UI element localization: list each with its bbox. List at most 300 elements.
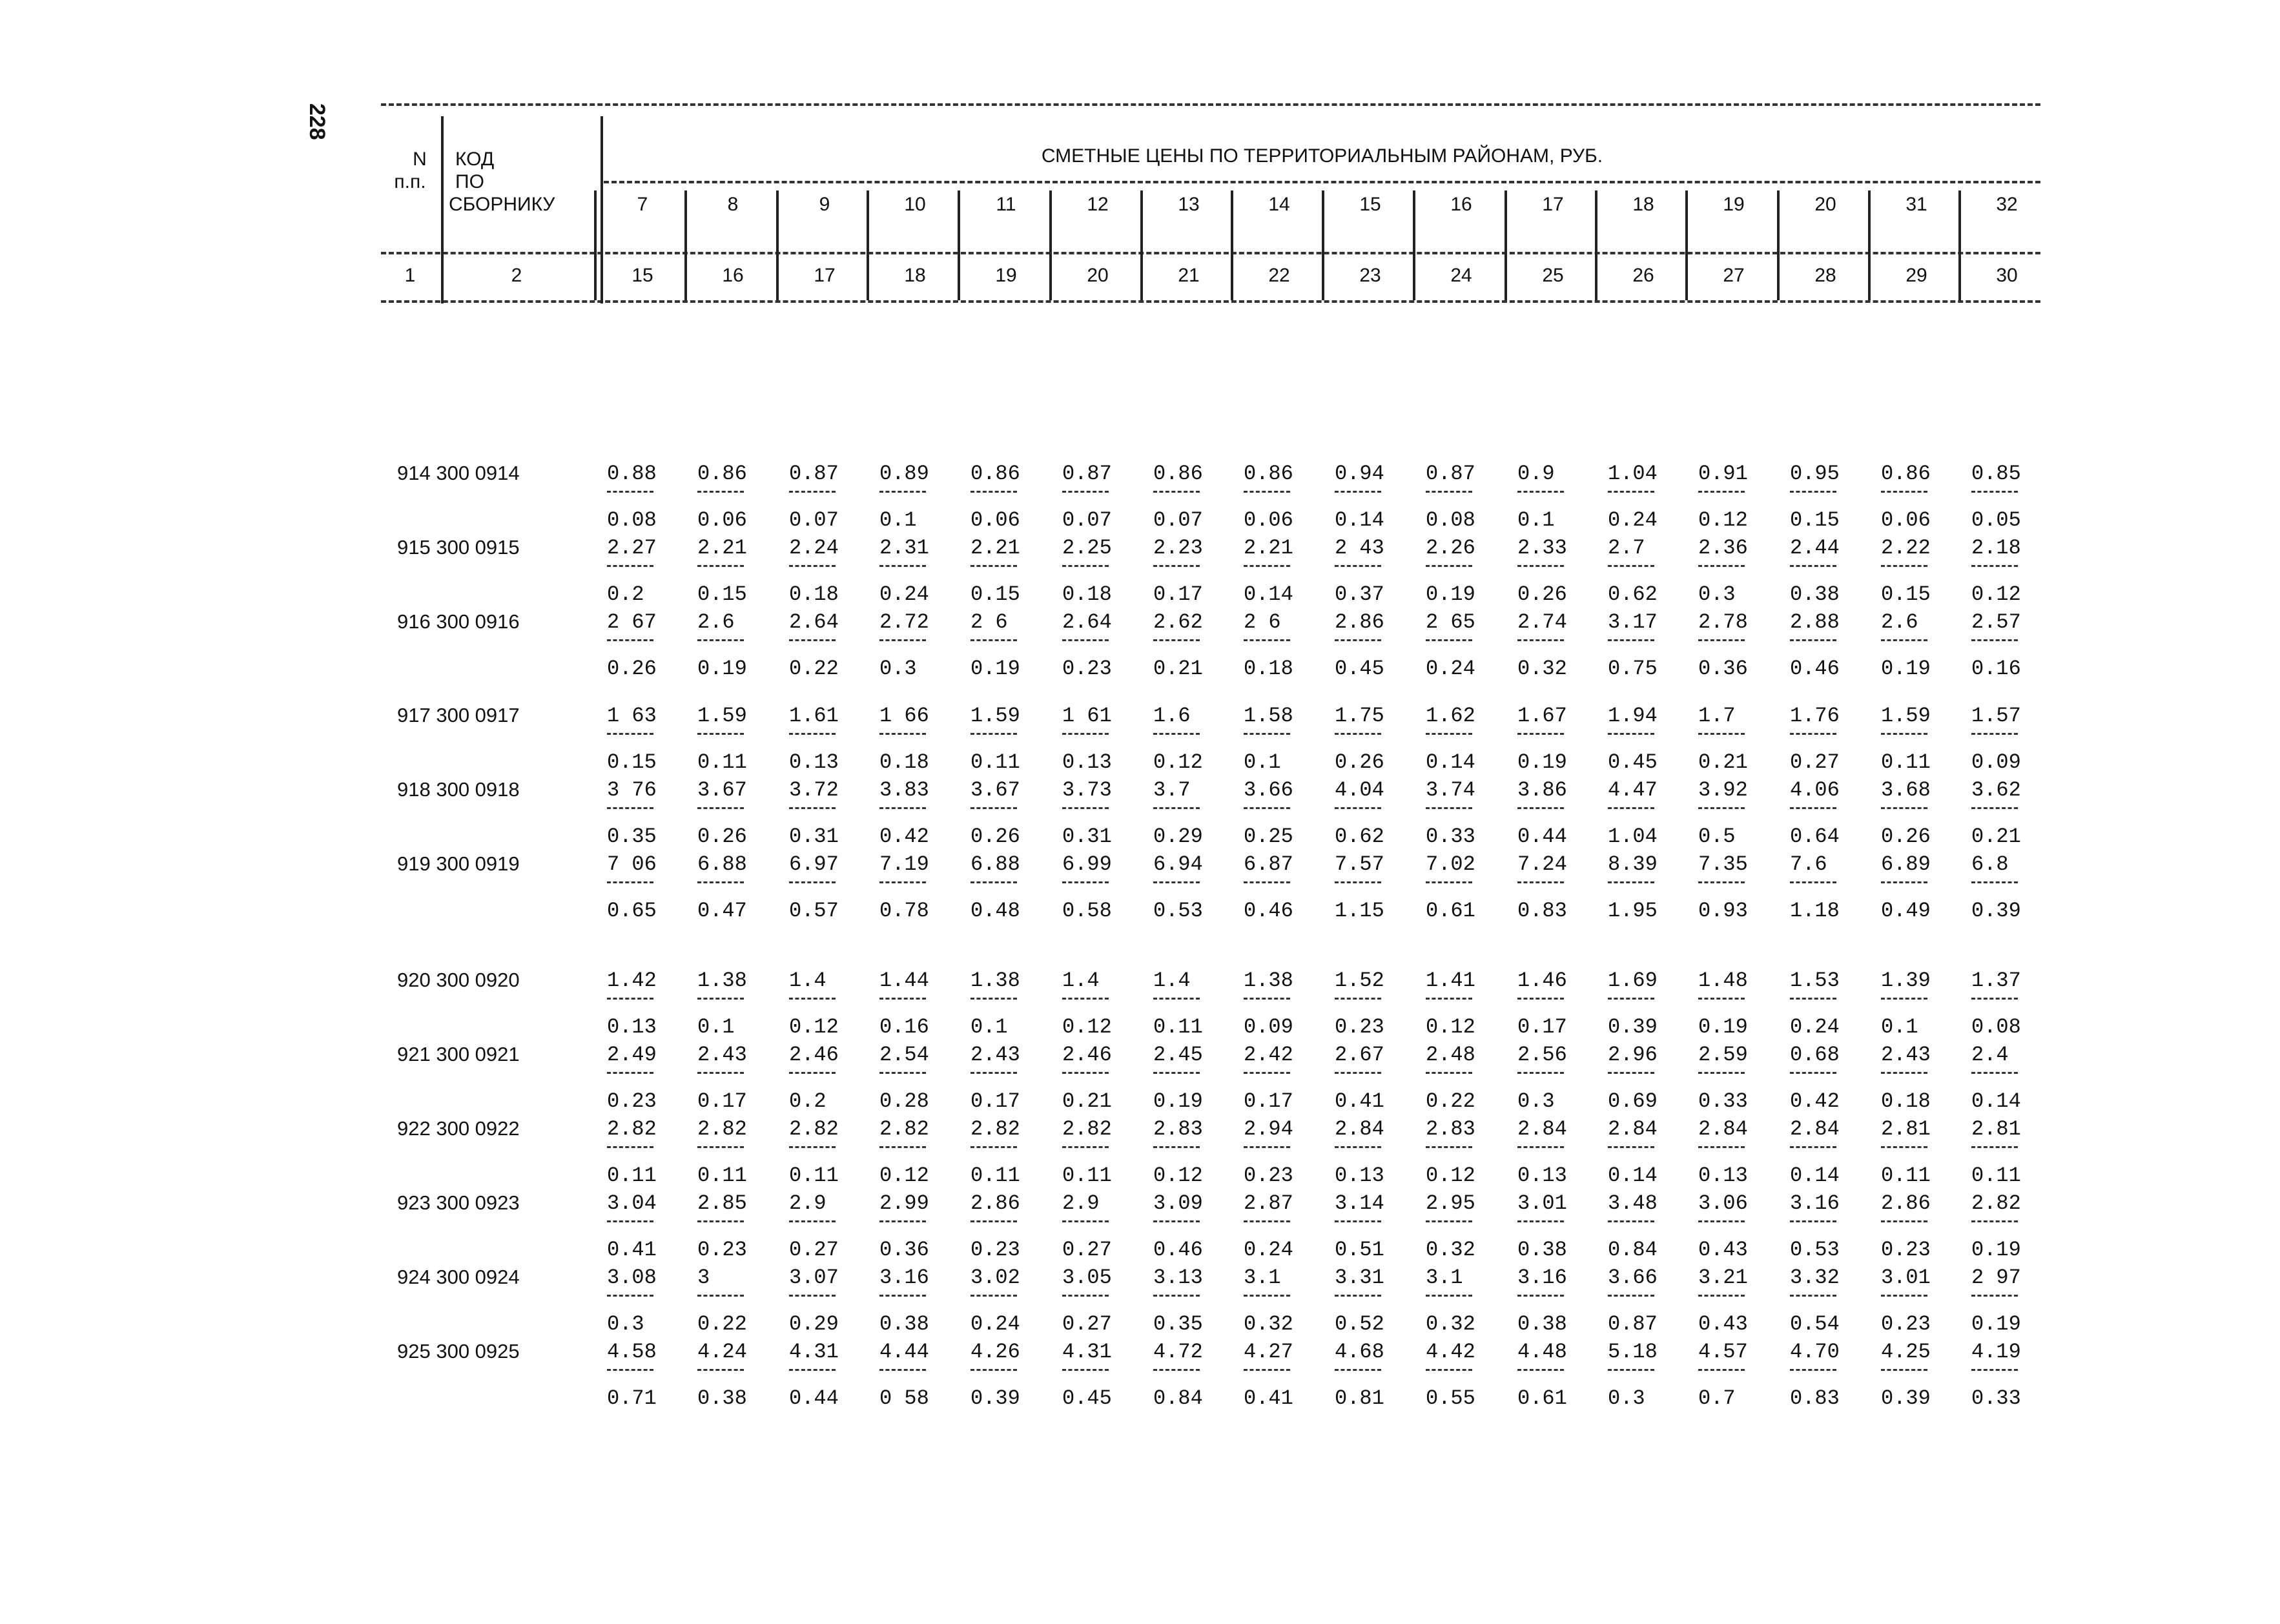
price-value: 2.72 — [879, 610, 929, 634]
fraction-line — [1517, 807, 1564, 809]
price-value-lower: 0.61 — [1426, 899, 1475, 923]
price-value-lower: 0.55 — [1426, 1386, 1475, 1410]
price-value: 1.59 — [1881, 704, 1931, 728]
price-value: 3.1 — [1244, 1266, 1281, 1290]
fraction-line — [1062, 733, 1109, 735]
fraction-line — [1881, 1369, 1927, 1371]
price-value-lower: 0.14 — [1426, 750, 1475, 774]
price-value: 4.42 — [1426, 1340, 1475, 1364]
fraction-line — [697, 491, 744, 493]
col-number: 22 — [1268, 265, 1290, 286]
fraction-line — [1335, 881, 1381, 883]
price-value-lower: 0.06 — [697, 508, 747, 532]
price-value-lower: 0.41 — [607, 1238, 657, 1262]
price-value-lower: 0.52 — [1335, 1312, 1384, 1336]
fraction-line — [1062, 1369, 1109, 1371]
price-value-lower: 1.18 — [1790, 899, 1840, 923]
fraction-line — [1062, 639, 1109, 641]
price-value: 0.86 — [1881, 462, 1931, 486]
fraction-line — [1426, 639, 1472, 641]
district-header: 18 — [1632, 194, 1654, 215]
price-value-lower: 0.39 — [971, 1386, 1020, 1410]
price-value: 2.96 — [1608, 1043, 1658, 1067]
price-value: 4.70 — [1790, 1340, 1840, 1364]
fraction-line — [1426, 1072, 1472, 1074]
fraction-line — [1335, 1295, 1381, 1297]
price-value: 3.17 — [1608, 610, 1658, 634]
price-value: 4.44 — [879, 1340, 929, 1364]
price-value: 0.89 — [879, 462, 929, 486]
row-code: 923 300 0923 — [397, 1191, 520, 1214]
fraction-line — [1698, 998, 1745, 1000]
fraction-line — [1153, 733, 1200, 735]
price-value: 4.57 — [1698, 1340, 1748, 1364]
price-value-lower: 0.58 — [1062, 899, 1112, 923]
price-value: 2.87 — [1244, 1191, 1293, 1215]
fraction-line — [1244, 1295, 1290, 1297]
fraction-line — [879, 639, 926, 641]
fraction-line — [971, 1295, 1017, 1297]
fraction-line — [1244, 565, 1290, 567]
fraction-line — [1971, 1072, 2018, 1074]
price-value-lower: 0.24 — [1426, 657, 1475, 681]
fraction-line — [1881, 565, 1927, 567]
price-value: 3 — [697, 1266, 710, 1290]
price-value-lower: 0.69 — [1608, 1089, 1658, 1113]
fraction-line — [971, 1072, 1017, 1074]
price-value-lower: 0.21 — [1062, 1089, 1112, 1113]
row-code: 918 300 0918 — [397, 778, 520, 801]
price-value: 1.57 — [1971, 704, 2021, 728]
price-value: 2.99 — [879, 1191, 929, 1215]
fraction-line — [1608, 491, 1654, 493]
price-value: 7.6 — [1790, 852, 1827, 876]
price-value: 2.78 — [1698, 610, 1748, 634]
district-header: 11 — [996, 194, 1016, 215]
fraction-line — [1153, 1369, 1200, 1371]
price-value-lower: 0.17 — [1517, 1015, 1567, 1039]
price-value-lower: 0.1 — [1881, 1015, 1918, 1039]
fraction-line — [789, 639, 836, 641]
fraction-line — [1971, 1295, 2018, 1297]
price-value-lower: 0.24 — [1608, 508, 1658, 532]
price-value-lower: 0.71 — [607, 1386, 657, 1410]
price-value: 3.01 — [1881, 1266, 1931, 1290]
fraction-line — [1153, 1220, 1200, 1222]
price-value-lower: 0.21 — [1153, 657, 1203, 681]
price-value-lower: 0.53 — [1153, 899, 1203, 923]
price-value-lower: 0.26 — [971, 825, 1020, 848]
price-value-lower: 0.2 — [607, 582, 644, 606]
price-value-lower: 0.12 — [1062, 1015, 1112, 1039]
price-value-lower: 0.11 — [697, 1164, 747, 1187]
fraction-line — [879, 491, 926, 493]
fraction-line — [1335, 1146, 1381, 1148]
price-value: 2.94 — [1244, 1117, 1293, 1141]
fraction-line — [1698, 1220, 1745, 1222]
fraction-line — [607, 1369, 653, 1371]
price-value-lower: 0.32 — [1517, 657, 1567, 681]
fraction-line — [607, 998, 653, 1000]
price-value-lower: 0.22 — [1426, 1089, 1475, 1113]
price-value: 1.4 — [789, 969, 827, 992]
col-number: 28 — [1814, 265, 1836, 286]
price-value: 3.7 — [1153, 778, 1191, 802]
fraction-line — [1153, 1146, 1200, 1148]
price-value: 1.67 — [1517, 704, 1567, 728]
col-number: 30 — [1996, 265, 2018, 286]
fraction-line — [1608, 1295, 1654, 1297]
price-value: 3.32 — [1790, 1266, 1840, 1290]
fraction-line — [697, 733, 744, 735]
price-value: 2.18 — [1971, 536, 2021, 560]
fraction-line — [789, 1146, 836, 1148]
col-number: 24 — [1450, 265, 1472, 286]
price-value-lower: 0.17 — [697, 1089, 747, 1113]
price-value-lower: 0.28 — [879, 1089, 929, 1113]
price-value: 1.62 — [1426, 704, 1475, 728]
fraction-line — [1881, 733, 1927, 735]
fraction-line — [1335, 1220, 1381, 1222]
fraction-line — [607, 491, 653, 493]
fraction-line — [1881, 807, 1927, 809]
price-value-lower: 0.26 — [607, 657, 657, 681]
fraction-line — [1244, 998, 1290, 1000]
price-value-lower: 0.3 — [1698, 582, 1736, 606]
price-value-lower: 0.17 — [971, 1089, 1020, 1113]
fraction-line — [1608, 733, 1654, 735]
price-value-lower: 0.08 — [607, 508, 657, 532]
district-header: 12 — [1087, 194, 1109, 215]
price-value-lower: 0.17 — [1153, 582, 1203, 606]
price-value-lower: 0.3 — [879, 657, 917, 681]
price-value-lower: 0.3 — [1517, 1089, 1555, 1113]
fraction-line — [1153, 807, 1200, 809]
price-value-lower: 0.12 — [1153, 750, 1203, 774]
col-number: 29 — [1905, 265, 1927, 286]
row-code: 914 300 0914 — [397, 462, 520, 484]
fraction-line — [697, 807, 744, 809]
fraction-line — [1244, 639, 1290, 641]
fraction-line — [1698, 565, 1745, 567]
price-value: 1.38 — [697, 969, 747, 992]
price-value-lower: 0.14 — [1608, 1164, 1658, 1187]
price-value: 2.6 — [1881, 610, 1918, 634]
price-value: 1.58 — [1244, 704, 1293, 728]
fraction-line — [607, 807, 653, 809]
price-value-lower: 1.95 — [1608, 899, 1658, 923]
price-value: 1.59 — [971, 704, 1020, 728]
fraction-line — [607, 881, 653, 883]
price-value-lower: 0.48 — [971, 899, 1020, 923]
price-value-lower: 0.36 — [1698, 657, 1748, 681]
price-value-lower: 0.22 — [697, 1312, 747, 1336]
fraction-line — [1244, 1146, 1290, 1148]
price-value-lower: 0.42 — [1790, 1089, 1840, 1113]
price-value: 3.83 — [879, 778, 929, 802]
price-value: 2.82 — [697, 1117, 747, 1141]
fraction-line — [1790, 1146, 1836, 1148]
header-group-title: СМЕТНЫЕ ЦЕНЫ ПО ТЕРРИТОРИАЛЬНЫМ РАЙОНАМ, РУБ. — [1041, 145, 1603, 167]
price-value-lower: 0.14 — [1790, 1164, 1840, 1187]
price-value: 1.69 — [1608, 969, 1658, 992]
price-value-lower: 0.12 — [879, 1164, 929, 1187]
price-value-lower: 0.5 — [1698, 825, 1736, 848]
price-value: 3.66 — [1608, 1266, 1658, 1290]
price-value-lower: 0.19 — [1881, 657, 1931, 681]
price-value: 2 6 — [971, 610, 1008, 634]
fraction-line — [1971, 491, 2018, 493]
fraction-line — [879, 1146, 926, 1148]
price-value: 3.31 — [1335, 1266, 1384, 1290]
price-value-lower: 0.15 — [697, 582, 747, 606]
price-value-lower: 0.21 — [1971, 825, 2021, 848]
price-value: 1.39 — [1881, 969, 1931, 992]
price-value-lower: 0.39 — [1971, 899, 2021, 923]
fraction-line — [1153, 565, 1200, 567]
price-value: 2.26 — [1426, 536, 1475, 560]
fraction-line — [1426, 1295, 1472, 1297]
header-num-label: N — [413, 149, 427, 170]
fraction-line — [789, 998, 836, 1000]
price-value: 7 06 — [607, 852, 657, 876]
price-value: 3.72 — [789, 778, 839, 802]
fraction-line — [1881, 1146, 1927, 1148]
fraction-line — [1971, 565, 2018, 567]
fraction-line — [1881, 1072, 1927, 1074]
price-value: 0.87 — [1426, 462, 1475, 486]
price-value: 1 66 — [879, 704, 929, 728]
fraction-line — [1153, 491, 1200, 493]
fraction-line — [1062, 998, 1109, 1000]
price-value-lower: 0.29 — [789, 1312, 839, 1336]
fraction-line — [1971, 998, 2018, 1000]
fraction-line — [1881, 1295, 1927, 1297]
fraction-line — [789, 807, 836, 809]
price-value-lower: 0.43 — [1698, 1238, 1748, 1262]
price-value-lower: 0.12 — [1971, 582, 2021, 606]
fraction-line — [607, 733, 653, 735]
price-value: 4.24 — [697, 1340, 747, 1364]
header-num-label-2: п.п. — [394, 171, 426, 192]
price-value: 4.04 — [1335, 778, 1384, 802]
price-value: 6.97 — [789, 852, 839, 876]
price-value-lower: 0.13 — [1698, 1164, 1748, 1187]
price-value: 2.9 — [789, 1191, 827, 1215]
price-value: 2.21 — [971, 536, 1020, 560]
price-value-lower: 0.37 — [1335, 582, 1384, 606]
price-value-lower: 0.1 — [1517, 508, 1555, 532]
price-value: 4.31 — [789, 1340, 839, 1364]
price-value: 0.85 — [1971, 462, 2021, 486]
row-code: 915 300 0915 — [397, 536, 520, 559]
price-value: 2.48 — [1426, 1043, 1475, 1067]
price-value: 2.6 — [697, 610, 735, 634]
price-value: 7.24 — [1517, 852, 1567, 876]
fraction-line — [1517, 1072, 1564, 1074]
price-value: 2 6 — [1244, 610, 1281, 634]
fraction-line — [971, 998, 1017, 1000]
fraction-line — [1608, 639, 1654, 641]
fraction-line — [1608, 1220, 1654, 1222]
price-value-lower: 0.3 — [1608, 1386, 1645, 1410]
price-value-lower: 0.14 — [1335, 508, 1384, 532]
header-code-label: КОД — [455, 149, 495, 170]
price-value-lower: 0.53 — [1790, 1238, 1840, 1262]
price-value: 2.59 — [1698, 1043, 1748, 1067]
fraction-line — [697, 565, 744, 567]
price-value-lower: 0.23 — [1881, 1312, 1931, 1336]
fraction-line — [1971, 881, 2018, 883]
price-value-lower: 0.38 — [1790, 582, 1840, 606]
price-value: 0.9 — [1517, 462, 1555, 486]
fraction-line — [1971, 639, 2018, 641]
fraction-line — [1790, 1220, 1836, 1222]
district-header: 7 — [637, 194, 648, 215]
price-value: 2 65 — [1426, 610, 1475, 634]
price-value: 2.36 — [1698, 536, 1748, 560]
price-value: 2.23 — [1153, 536, 1203, 560]
fraction-line — [607, 1072, 653, 1074]
col-number: 1 — [404, 265, 416, 286]
price-value-lower: 0.27 — [1062, 1238, 1112, 1262]
price-value-lower: 0.38 — [697, 1386, 747, 1410]
price-value-lower: 0.07 — [1062, 508, 1112, 532]
row-code: 916 300 0916 — [397, 610, 520, 633]
price-value: 2.62 — [1153, 610, 1203, 634]
price-value-lower: 0.24 — [1244, 1238, 1293, 1262]
price-value: 3.14 — [1335, 1191, 1384, 1215]
price-value: 1.61 — [789, 704, 839, 728]
price-value-lower: 0.13 — [607, 1015, 657, 1039]
price-value: 2.88 — [1790, 610, 1840, 634]
price-value-lower: 0.27 — [1062, 1312, 1112, 1336]
price-value-lower: 0.32 — [1244, 1312, 1293, 1336]
price-value: 3.68 — [1881, 778, 1931, 802]
price-value-lower: 0.23 — [697, 1238, 747, 1262]
fraction-line — [1244, 807, 1290, 809]
price-value-lower: 0.19 — [1153, 1089, 1203, 1113]
row-code: 920 300 0920 — [397, 969, 520, 991]
price-value-lower: 0.23 — [1881, 1238, 1931, 1262]
price-value-lower: 0.93 — [1698, 899, 1748, 923]
fraction-line — [1698, 1369, 1745, 1371]
fraction-line — [879, 881, 926, 883]
price-value-lower: 0.19 — [697, 657, 747, 681]
price-value: 1.4 — [1153, 969, 1191, 992]
price-value-lower: 0.18 — [1244, 657, 1293, 681]
fraction-line — [1426, 998, 1472, 1000]
fraction-line — [1790, 639, 1836, 641]
col-number: 25 — [1542, 265, 1564, 286]
price-value: 2.43 — [1881, 1043, 1931, 1067]
price-value: 3.62 — [1971, 778, 2021, 802]
header-code-label-2: ПО — [455, 171, 484, 192]
price-value: 3 76 — [607, 778, 657, 802]
col-number: 17 — [814, 265, 836, 286]
price-value-lower: 0.31 — [1062, 825, 1112, 848]
price-value-lower: 0.45 — [1335, 657, 1384, 681]
fraction-line — [607, 639, 653, 641]
price-value: 3.48 — [1608, 1191, 1658, 1215]
price-value-lower: 0.75 — [1608, 657, 1658, 681]
price-value-lower: 0.84 — [1153, 1386, 1203, 1410]
price-value: 1.53 — [1790, 969, 1840, 992]
fraction-line — [971, 1146, 1017, 1148]
fraction-line — [1244, 491, 1290, 493]
price-value: 4.27 — [1244, 1340, 1293, 1364]
price-value-lower: 0.06 — [1244, 508, 1293, 532]
price-value-lower: 0.21 — [1698, 750, 1748, 774]
col-number: 26 — [1632, 265, 1654, 286]
row-code: 919 300 0919 — [397, 852, 520, 875]
price-value-lower: 0.44 — [1517, 825, 1567, 848]
fraction-line — [1881, 881, 1927, 883]
price-value-lower: 0.08 — [1426, 508, 1475, 532]
price-value-lower: 0.11 — [971, 750, 1020, 774]
price-value: 2.82 — [789, 1117, 839, 1141]
row-code: 924 300 0924 — [397, 1266, 520, 1288]
fraction-line — [697, 1220, 744, 1222]
row-code: 922 300 0922 — [397, 1117, 520, 1140]
price-value: 2.21 — [697, 536, 747, 560]
price-value-lower: 0.45 — [1608, 750, 1658, 774]
price-value: 6.88 — [971, 852, 1020, 876]
price-value: 2.57 — [1971, 610, 2021, 634]
fraction-line — [1790, 881, 1836, 883]
fraction-line — [607, 1220, 653, 1222]
price-value-lower: 0.51 — [1335, 1238, 1384, 1262]
fraction-line — [697, 1146, 744, 1148]
fraction-line — [1335, 807, 1381, 809]
price-value-lower: 0.46 — [1244, 899, 1293, 923]
price-value: 2.43 — [697, 1043, 747, 1067]
price-value: 6.94 — [1153, 852, 1203, 876]
fraction-line — [879, 565, 926, 567]
price-value-lower: 0.11 — [697, 750, 747, 774]
price-value-lower: 0.32 — [1426, 1238, 1475, 1262]
fraction-line — [1517, 881, 1564, 883]
price-value-lower: 0.33 — [1426, 825, 1475, 848]
price-value: 1.44 — [879, 969, 929, 992]
price-value-lower: 0.19 — [1517, 750, 1567, 774]
price-value: 4.47 — [1608, 778, 1658, 802]
price-value: 2.84 — [1790, 1117, 1840, 1141]
fraction-line — [1517, 565, 1564, 567]
fraction-line — [1790, 1072, 1836, 1074]
price-value-lower: 0.84 — [1608, 1238, 1658, 1262]
price-value-lower: 0.42 — [879, 825, 929, 848]
price-value: 2.82 — [1971, 1191, 2021, 1215]
price-value-lower: 0.09 — [1971, 750, 2021, 774]
fraction-line — [1608, 998, 1654, 1000]
price-value: 1.41 — [1426, 969, 1475, 992]
price-value: 3.08 — [607, 1266, 657, 1290]
price-value: 0.95 — [1790, 462, 1840, 486]
price-value-lower: 0.19 — [1971, 1238, 2021, 1262]
price-value-lower: 0.18 — [1881, 1089, 1931, 1113]
fraction-line — [1517, 491, 1564, 493]
price-value: 3.92 — [1698, 778, 1748, 802]
col-number: 2 — [511, 265, 522, 286]
price-value: 0.87 — [789, 462, 839, 486]
fraction-line — [1517, 1220, 1564, 1222]
price-value: 3.74 — [1426, 778, 1475, 802]
price-value-lower: 0.12 — [1153, 1164, 1203, 1187]
fraction-line — [971, 733, 1017, 735]
price-value-lower: 0.57 — [789, 899, 839, 923]
fraction-line — [1062, 1295, 1109, 1297]
